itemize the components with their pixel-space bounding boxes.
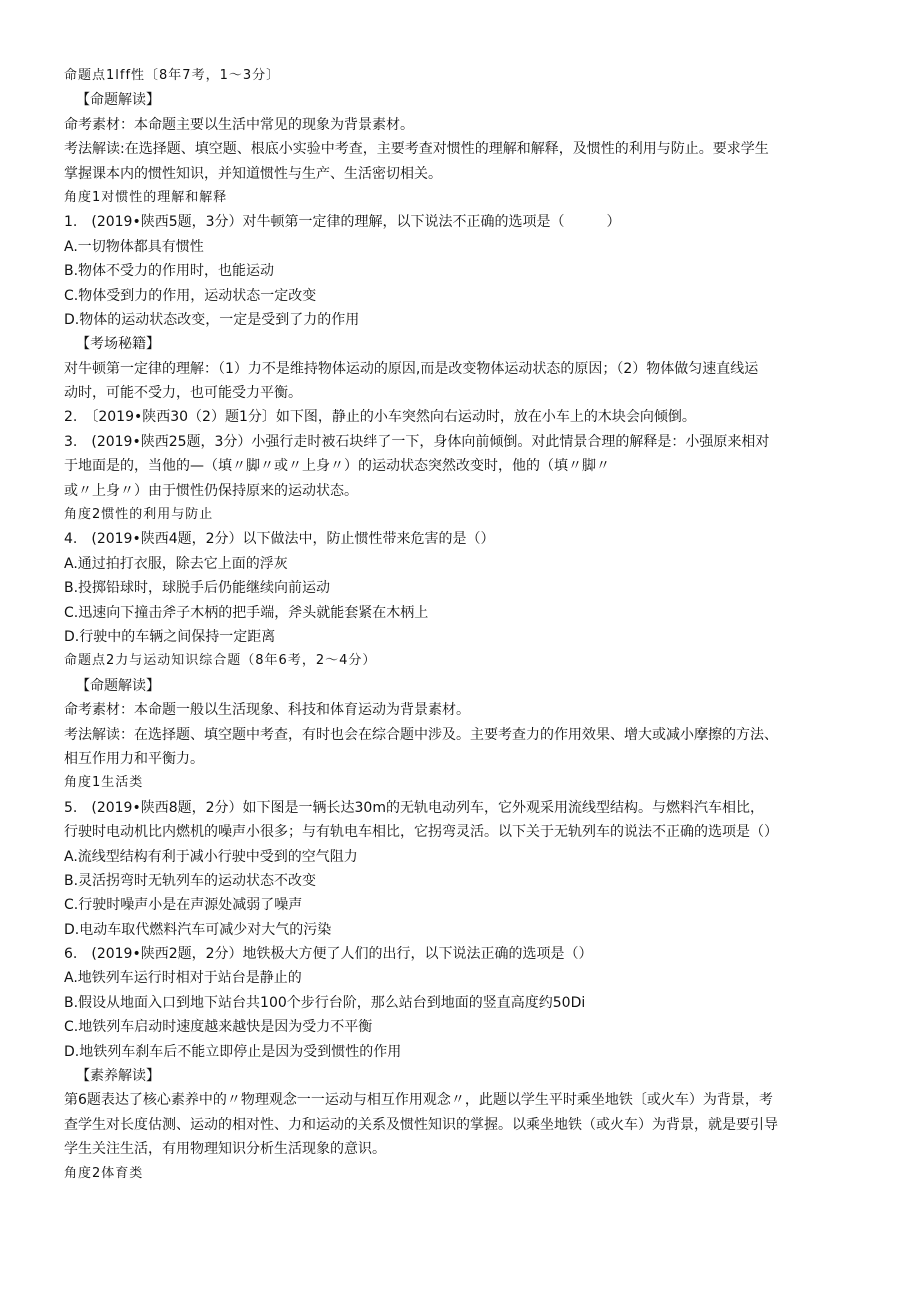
- text-line: 查学生对长度估测、运动的相对性、力和运动的关系及惯性知识的掌握。以乘坐地铁（或火车）为背景，就是要引导: [64, 1116, 778, 1133]
- text-line: 考法解读：在选择题、填空题中考查，有时也会在综合题中涉及。主要考查力的作用效果、增大或减小摩擦的方法、: [64, 726, 778, 743]
- question-3: 3. (2019•陕西25题，3分）小强行走时被石块绊了一下，身体向前倾倒。对此情景合理的解释是：小强原来相对: [64, 433, 770, 450]
- option-a: A.流线型结构有利于减小行驶中受到的空气阻力: [64, 848, 358, 865]
- text-line: 动时，可能不受力，也可能受力平衡。: [64, 385, 302, 402]
- text-line: 对牛顿第一定律的理解：（1）力不是维持物体运动的原因,而是改变物体运动状态的原因；（2）物体做匀速直线运: [64, 360, 759, 377]
- option-d: D.物体的运动状态改变，一定是受到了力的作用: [64, 311, 360, 328]
- section-heading-2: 命题点2力与运动知识综合题（8年6考，2～4分）: [64, 653, 377, 669]
- option-c: C.迅速向下撞击斧子木柄的把手端，斧头就能套紧在木柄上: [64, 604, 429, 621]
- option-c: C.行驶时噪声小是在声源处减弱了噪声: [64, 897, 303, 914]
- section-heading-1: 命题点1lff性〔8年7考，1～3分〕: [64, 68, 281, 83]
- option-a: A.通过拍打衣服，除去它上面的浮灰: [64, 555, 288, 572]
- angle-heading: 角度1生活类: [64, 775, 144, 791]
- option-b: B.灵活拐弯时无轨列车的运动状态不改变: [64, 872, 317, 889]
- option-b: B.物体不受力的作用时，也能运动: [64, 263, 275, 280]
- option-a: A.一切物体都具有惯性: [64, 238, 204, 255]
- text-line: 命考素材：本命题一般以生活现象、科技和体育运动为背景素材。: [64, 702, 470, 719]
- option-a: A.地铁列车运行时相对于站台是静止的: [64, 970, 302, 987]
- angle-heading: 角度2体育类: [64, 1165, 144, 1181]
- text-line: 或〃上身〃）由于惯性仍保持原来的运动状态。: [64, 482, 358, 499]
- text-line: 第6题表达了核心素养中的〃物理观念一一运动与相互作用观念〃，此题以学生平时乘坐地铁〔或火车）为背景，考: [64, 1092, 773, 1109]
- text-line: 考法解读:在选择题、填空题、根底小实验中考查，主要考查对惯性的理解和解释，及惯性的利用与防止。要求学生: [64, 141, 769, 158]
- question-1: 1. (2019•陕西5题，3分）对牛顿第一定律的理解，以下说法不正确的选项是（ ）: [64, 214, 621, 231]
- option-b: B.假设从地面入口到地下站台共100个步行台阶，那么站台到地面的竖直高度约50Di: [64, 994, 586, 1011]
- text-line: 相互作用力和平衡力。: [64, 750, 204, 767]
- option-d: D.行驶中的车辆之间保持一定距离: [64, 628, 276, 645]
- angle-heading: 角度2惯性的利用与防止: [64, 507, 214, 523]
- option-c: C.物体受到力的作用，运动状态一定改变: [64, 287, 317, 304]
- text-line: 命考素材：本命题主要以生活中常见的现象为背景素材。: [64, 116, 414, 133]
- option-b: B.投掷铅球时，球脱手后仍能继续向前运动: [64, 580, 331, 597]
- subheading-interpretation: 【命题解读】: [76, 92, 160, 109]
- angle-heading: 角度1对惯性的理解和解释: [64, 189, 228, 205]
- question-5: 5. (2019•陕西8题，2分）如下图是一辆长达30m的无轨电动列车，它外观采用流线型结构。与燃料汽车相比，: [64, 799, 764, 816]
- option-c: C.地铁列车启动时速度越来越快是因为受力不平衡: [64, 1019, 373, 1036]
- subheading-literacy: 【素养解读】: [76, 1068, 160, 1085]
- document-page: [64, 64, 864, 1186]
- text-line: 掌握课本内的惯性知识，并知道惯性与生产、生活密切相关。: [64, 165, 442, 182]
- question-6: 6. (2019•陕西2题，2分）地铁极大方便了人们的出行，以下说法正确的选项是（）: [64, 946, 593, 963]
- option-d: D.电动车取代燃料汽车可减少对大气的污染: [64, 921, 332, 938]
- text-line: 学生关注生活，有用物理知识分析生活现象的意识。: [64, 1141, 386, 1158]
- text-line: 于地面是的，当他的—（填〃脚〃或〃上身〃）的运动状态突然改变时，他的（填〃脚〃: [64, 458, 610, 475]
- text-line: 行驶时电动机比内燃机的噪声小很多；与有轨电车相比，它拐弯灵活。以下关于无轨列车的说法不正确的选项是（）: [64, 824, 778, 841]
- question-4: 4. (2019•陕西4题，2分）以下做法中，防止惯性带来危害的是（）: [64, 531, 495, 548]
- subheading-tips: 【考场秘籍】: [76, 336, 160, 353]
- option-d: D.地铁列车刹车后不能立即停止是因为受到惯性的作用: [64, 1043, 402, 1060]
- question-2: 2. 〔2019•陕西30（2）题1分〕如下图，静止的小车突然向右运动时，放在小车上的木块会向倾倒。: [64, 409, 696, 426]
- subheading-interpretation: 【命题解读】: [76, 677, 160, 694]
